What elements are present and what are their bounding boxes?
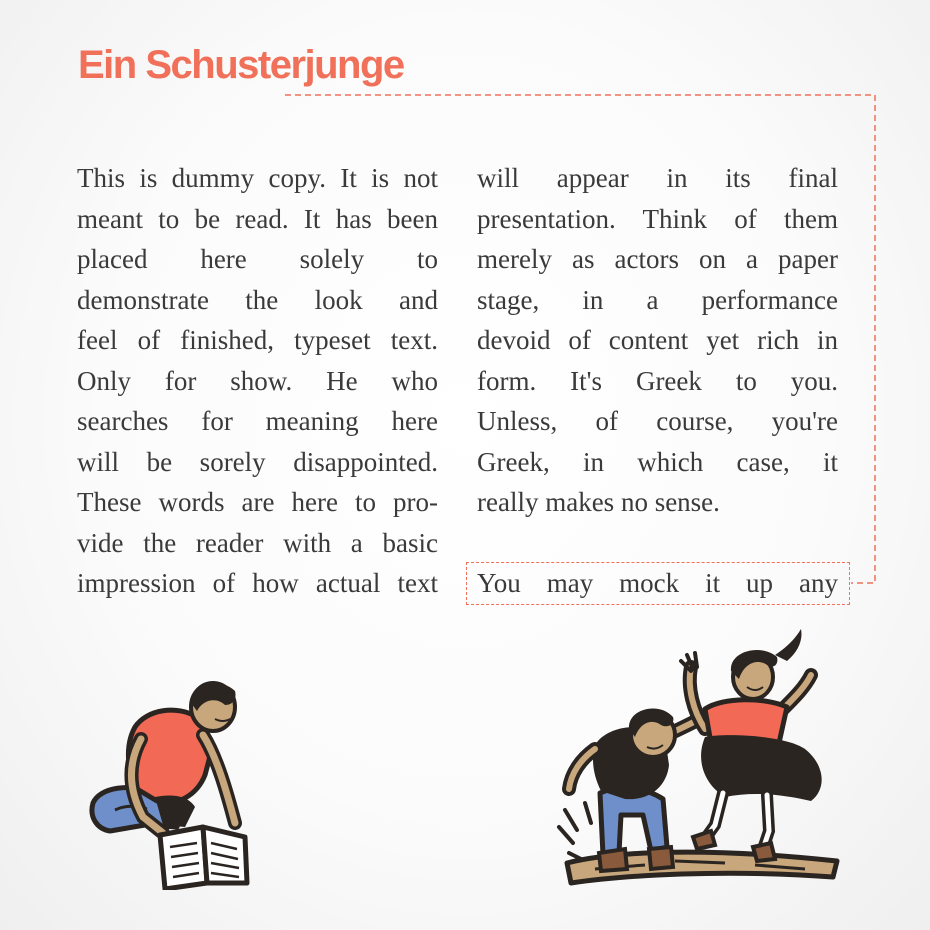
highlighted-line: You may mock it up any [477, 568, 838, 598]
text-line: Unless, of course, you're [477, 406, 838, 436]
text-column-right [477, 158, 838, 523]
jumping-children-icon [555, 625, 845, 893]
text-line: feel of finished, typeset text. [77, 325, 438, 355]
text-line: This is dummy copy. It is not [77, 163, 438, 193]
text-line: placed here solely to [77, 244, 438, 274]
text-line: form. It's Greek to you. [477, 365, 838, 396]
text-line: impression of how actual text [77, 568, 438, 598]
text-line: presentation. Think of them [477, 203, 838, 234]
text-line: These words are here to pro- [77, 487, 438, 517]
text-line: devoid of content yet rich in [477, 325, 838, 355]
text-line: merely as actors on a paper [477, 244, 838, 274]
text-line: will be sorely disappointed. [77, 446, 438, 477]
text-line: vide the reader with a basic [77, 527, 438, 558]
text-line: really makes no sense. [477, 487, 720, 517]
reading-boy-icon [85, 675, 260, 890]
text-line: searches for meaning here [77, 406, 438, 436]
text-column-left [77, 158, 438, 604]
text-line: demonstrate the look and [77, 284, 438, 315]
text-line: meant to be read. It has been [77, 203, 438, 234]
text-line: will appear in its final [477, 163, 838, 193]
text-line: Only for show. He who [77, 365, 438, 396]
text-line: stage, in a performance [477, 284, 838, 315]
text-line: Greek, in which case, it [477, 446, 838, 477]
page-title: Ein Schusterjunge [78, 43, 404, 87]
